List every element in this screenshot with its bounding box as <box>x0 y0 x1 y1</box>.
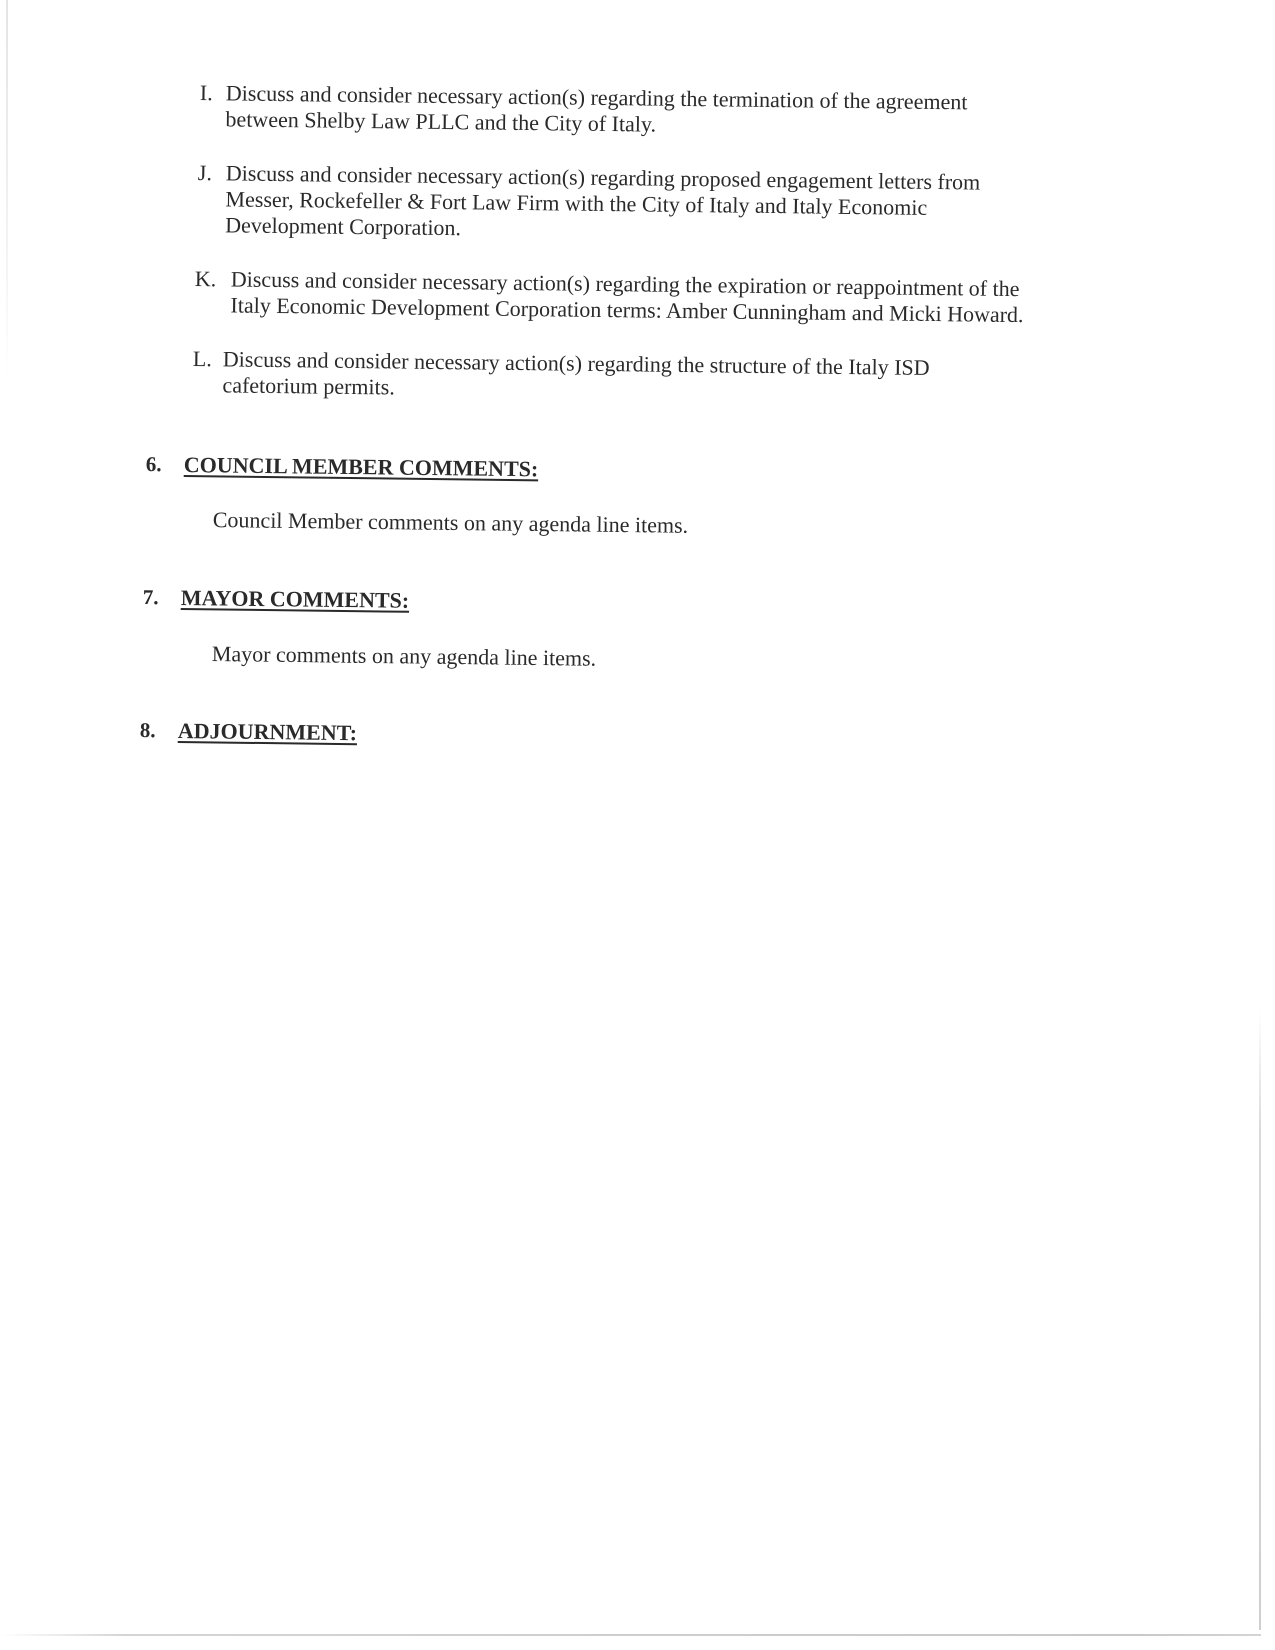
scan-edge-bottom <box>0 1634 1261 1636</box>
item-text: Discuss and consider necessary action(s) regarding the structure of the Italy ISD cafetorium permits. <box>222 346 930 400</box>
agenda-item-k <box>194 266 1095 328</box>
section-body: Council Member comments on any agenda line items. <box>212 507 689 538</box>
section-title-mayor-comments: MAYOR COMMENTS: <box>180 585 410 613</box>
agenda-item-i <box>199 80 1100 137</box>
section-title-council-member-comments: COUNCIL MEMBER COMMENTS: <box>183 452 539 482</box>
item-text: Discuss and consider necessary action(s) regarding proposed engagement letters from Messer, Rockefeller & Fort Law Firm with the City of Italy and Italy Economic Development Corporation. <box>225 160 981 241</box>
item-text: Discuss and consider necessary action(s) regarding the termination of the agreement between Shelby Law PLLC and the City of Italy. <box>225 80 968 137</box>
scan-edge-right <box>1259 1010 1261 1630</box>
item-letter: I. <box>199 80 213 106</box>
scan-edge-left <box>6 0 8 380</box>
agenda-item-j <box>197 160 1098 241</box>
agenda-item-l <box>192 346 1093 400</box>
item-letter: L. <box>192 346 212 372</box>
item-letter: J. <box>197 160 213 186</box>
section-title-adjournment: ADJOURNMENT: <box>177 718 358 746</box>
item-text: Discuss and consider necessary action(s) regarding the expiration or reappointment of the Italy Economic Development Corporation terms: Amber Cunningham and Micki Howard. <box>230 266 1024 328</box>
section-body: Mayor comments on any agenda line items. <box>211 641 597 671</box>
section-number: 8. <box>139 718 156 743</box>
section-number: 7. <box>142 585 159 610</box>
section-number: 6. <box>145 452 162 477</box>
item-letter: K. <box>194 266 217 292</box>
